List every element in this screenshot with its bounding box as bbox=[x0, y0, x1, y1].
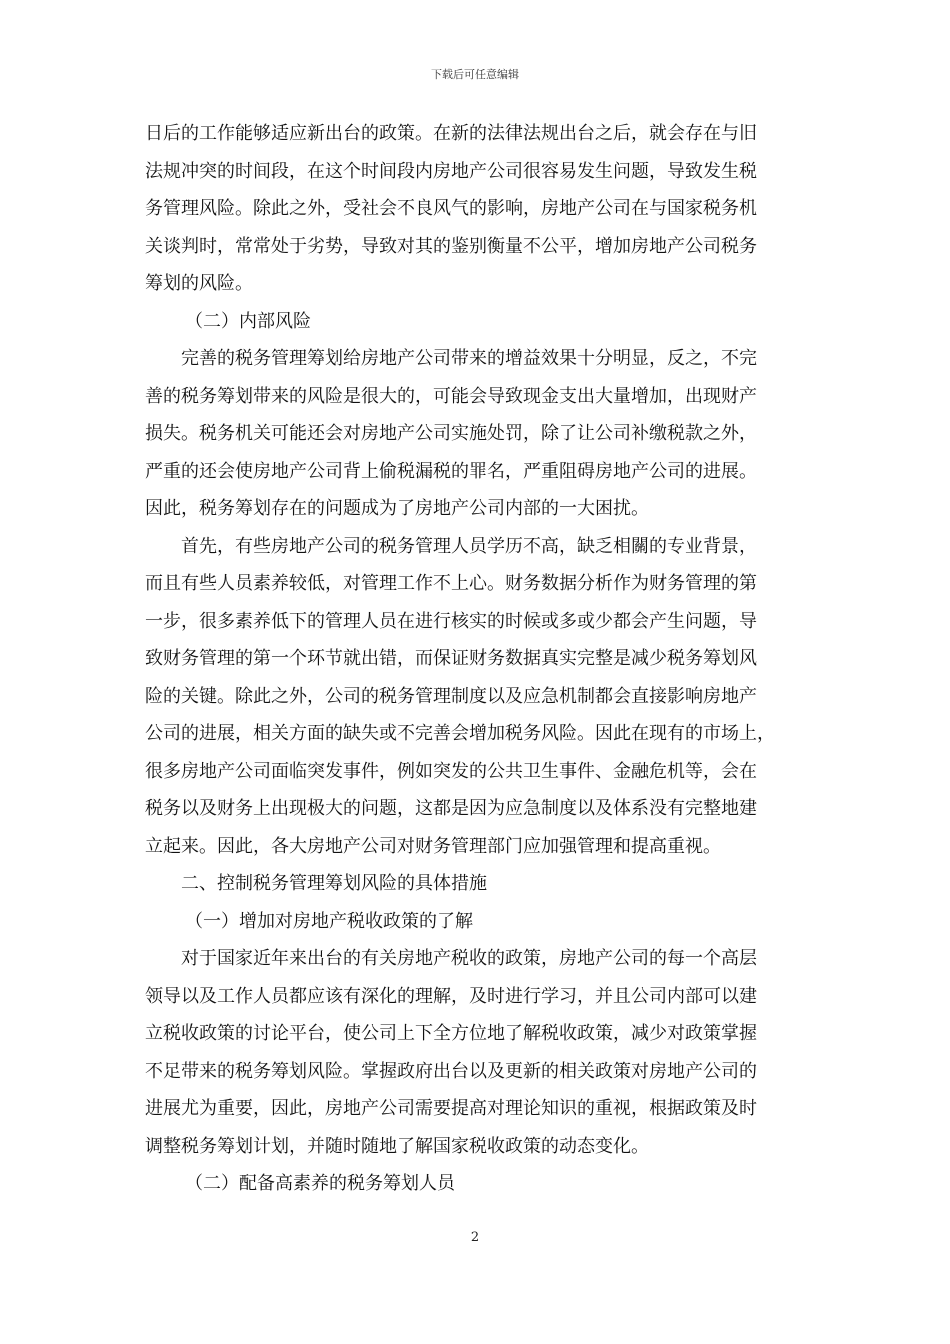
subsection-heading: （二）配备高素养的税务筹划人员 bbox=[185, 1173, 455, 1194]
paragraph-line: 立税收政策的讨论平台，使公司上下全方位地了解税收政策，减少对政策掌握 bbox=[145, 1023, 757, 1044]
paragraph-line: 税务以及财务上出现极大的问题，这都是因为应急制度以及体系没有完整地建 bbox=[145, 798, 757, 819]
paragraph-line: 不足带来的税务筹划风险。掌握政府出台以及更新的相关政策对房地产公司的 bbox=[145, 1060, 757, 1082]
paragraph-line: 完善的税务管理筹划给房地产公司带来的增益效果十分明显，反之，不完 bbox=[181, 348, 757, 369]
paragraph-line: 因此，税务筹划存在的问题成为了房地产公司内部的一大困扰。 bbox=[145, 498, 649, 519]
paragraph-line: 致财务管理的第一个环节就出错，而保证财务数据真实完整是减少税务筹划风 bbox=[145, 648, 757, 669]
paragraph-line: 很多房地产公司面临突发事件，例如突发的公共卫生事件、金融危机等，会在 bbox=[145, 760, 757, 782]
page-header: 下载后可任意编辑 bbox=[431, 68, 519, 81]
paragraph-line: 损失。税务机关可能还会对房地产公司实施处罚，除了让公司补缴税款之外， bbox=[145, 423, 757, 444]
paragraph-line: 法规冲突的时间段，在这个时间段内房地产公司很容易发生问题，导致发生税 bbox=[145, 160, 757, 182]
paragraph-line: 务管理风险。除此之外，受社会不良风气的影响，房地产公司在与国家税务机 bbox=[145, 198, 757, 219]
paragraph-line: 善的税务筹划带来的风险是很大的，可能会导致现金支出大量增加，出现财产 bbox=[145, 385, 757, 407]
paragraph-line: 首先，有些房地产公司的税务管理人员学历不高，缺乏相關的专业背景， bbox=[181, 535, 757, 557]
paragraph-line: 立起来。因此，各大房地产公司对财务管理部门应加强管理和提高重视。 bbox=[145, 835, 721, 857]
paragraph-line: 日后的工作能够适应新出台的政策。在新的法律法规出台之后，就会存在与旧 bbox=[145, 123, 757, 144]
paragraph-line: 对于国家近年来出台的有关房地产税收的政策，房地产公司的每一个高层 bbox=[181, 948, 757, 969]
subsection-heading: （二）内部风险 bbox=[185, 310, 311, 332]
paragraph-line: 而且有些人员素养较低，对管理工作不上心。财务数据分析作为财务管理的第 bbox=[145, 573, 757, 594]
section-heading: 二、控制税务管理筹划风险的具体措施 bbox=[181, 873, 487, 894]
paragraph-line: 进展尤为重要，因此，房地产公司需要提高对理论知识的重视，根据政策及时 bbox=[145, 1098, 757, 1119]
document-body bbox=[145, 115, 825, 1203]
paragraph-line: 险的关键。除此之外，公司的税务管理制度以及应急机制都会直接影响房地产 bbox=[145, 685, 757, 707]
subsection-heading: （一）增加对房地产税收政策的了解 bbox=[185, 910, 473, 932]
paragraph-line: 调整税务筹划计划，并随时随地了解国家税收政策的动态变化。 bbox=[145, 1135, 649, 1157]
paragraph-line: 领导以及工作人员都应该有深化的理解，及时进行学习，并且公司内部可以建 bbox=[145, 985, 757, 1007]
paragraph-line: 一步，很多素养低下的管理人员在进行核实的时候或多或少都会产生问题，导 bbox=[145, 610, 757, 632]
paragraph-line: 公司的进展，相关方面的缺失或不完善会增加税务风险。因此在现有的市场上， bbox=[145, 723, 775, 744]
paragraph-line: 严重的还会使房地产公司背上偷税漏税的罪名，严重阻碍房地产公司的进展。 bbox=[145, 460, 757, 482]
paragraph-line: 关谈判时，常常处于劣势，导致对其的鉴别衡量不公平，增加房地产公司税务 bbox=[145, 235, 757, 257]
page-number: 2 bbox=[470, 1230, 480, 1245]
paragraph-line: 筹划的风险。 bbox=[145, 273, 253, 294]
